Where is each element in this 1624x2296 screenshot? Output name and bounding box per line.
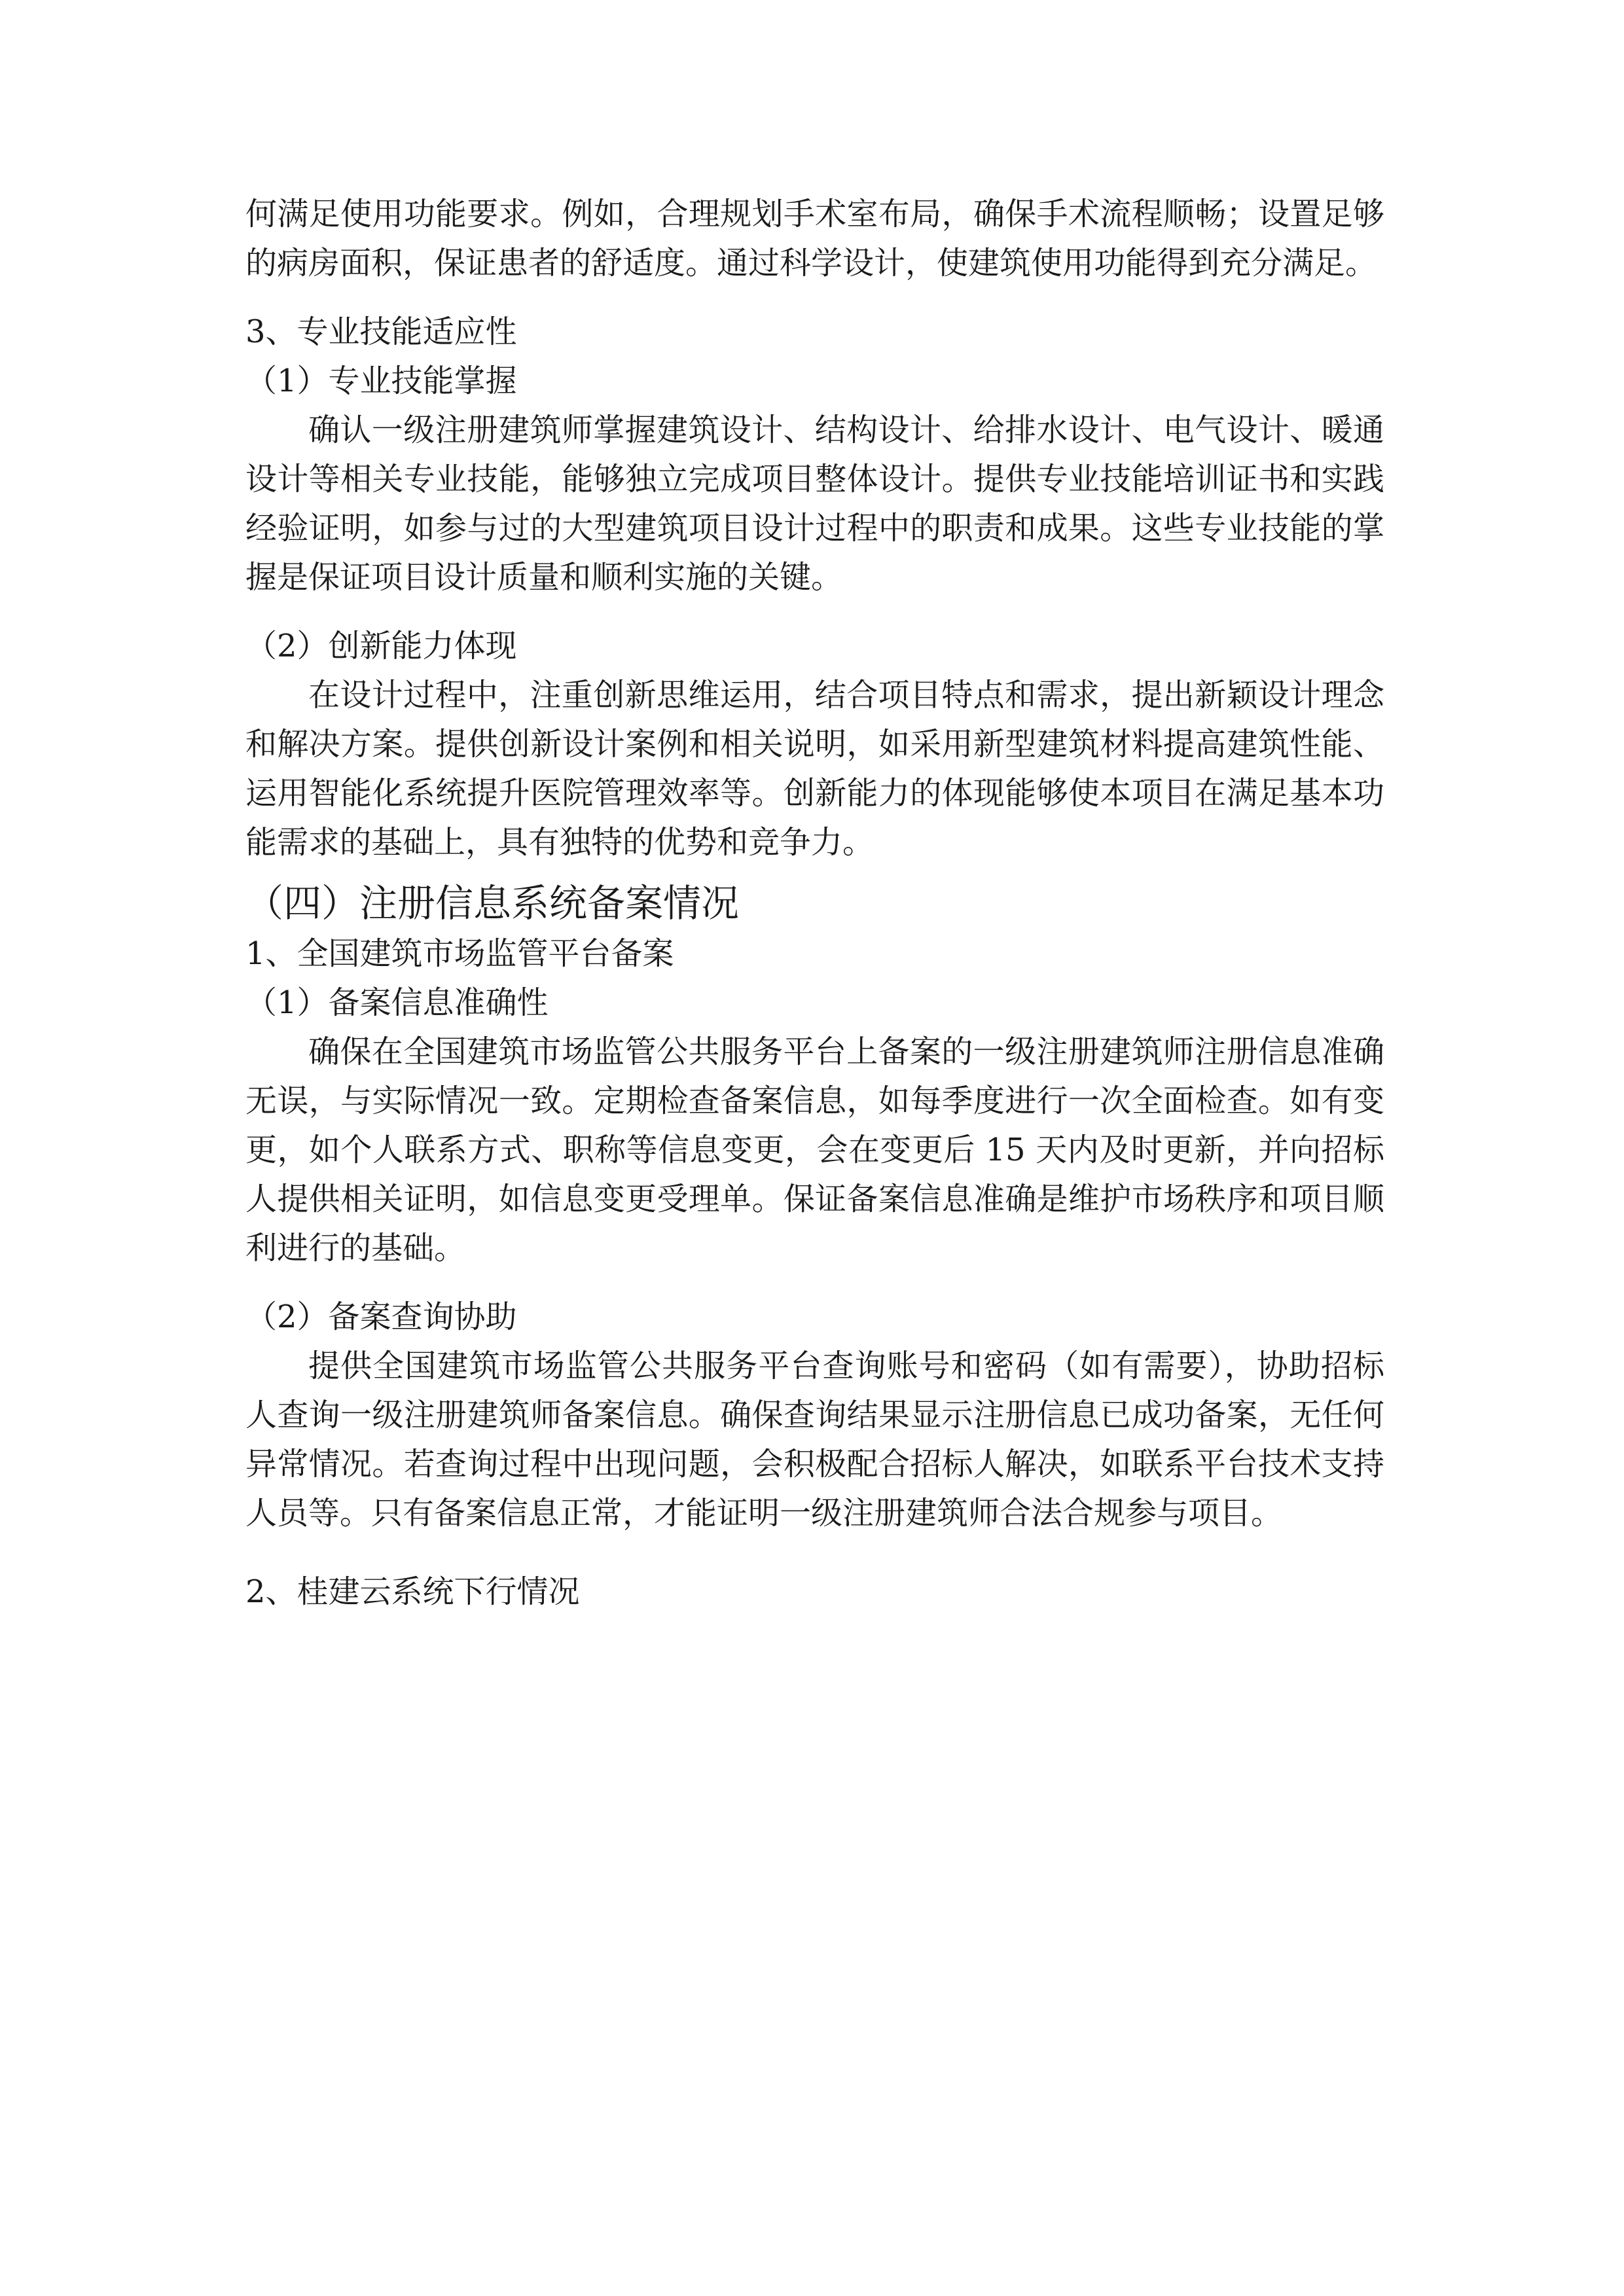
item-3-1-heading: （1）专业技能掌握: [245, 363, 517, 399]
item-4-2-heading: 2、桂建云系统下行情况: [245, 1573, 580, 1610]
item-4-1-2-heading: （2）备案查询协助: [245, 1299, 517, 1335]
section-4-heading: （四）注册信息系统备案情况: [245, 881, 740, 925]
item-3-heading: 3、专业技能适应性: [245, 314, 517, 350]
item-3-2-heading: （2）创新能力体现: [245, 628, 517, 664]
item-3-2-body: 在设计过程中，注重创新思维运用，结合项目特点和需求，提出新颖设计理念和解决方案。提供创新设计案例和相关说明，如采用新型建筑材料提高建筑性能、运用智能化系统提升医院管理效率等。创新能力的体现能够使本项目在满足基本功能需求的基础上，具有独特的优势和竞争力。: [245, 677, 1384, 861]
item-4-1-2-body: 提供全国建筑市场监管公共服务平台查询账号和密码（如有需要），协助招标人查询一级注册建筑师备案信息。确保查询结果显示注册信息已成功备案，无任何异常情况。若查询过程中出现问题，会积极配合招标人解决，如联系平台技术支持人员等。只有备案信息正常，才能证明一级注册建筑师合法合规参与项目。: [245, 1348, 1384, 1532]
item-4-1-heading: 1、全国建筑市场监管平台备案: [245, 935, 674, 972]
item-3-1-body: 确认一级注册建筑师掌握建筑设计、结构设计、给排水设计、电气设计、暖通设计等相关专业技能，能够独立完成项目整体设计。提供专业技能培训证书和实践经验证明，如参与过的大型建筑项目设计过程中的职责和成果。这些专业技能的掌握是保证项目设计质量和顺利实施的关键。: [245, 412, 1384, 596]
page-content: [245, 190, 1384, 1617]
item-4-1-1-heading: （1）备案信息准确性: [245, 984, 549, 1021]
item-4-1-1-body: 确保在全国建筑市场监管公共服务平台上备案的一级注册建筑师注册信息准确无误，与实际情况一致。定期检查备案信息，如每季度进行一次全面检查。如有变更，如个人联系方式、职称等信息变更，会在变更后 15 天内及时更新，并向招标人提供相关证明，如信息变更受理单。保证备案信息准确是维护市场秩序和项目顺利进行的基础。: [245, 1033, 1384, 1266]
continuation-paragraph: 何满足使用功能要求。例如，合理规划手术室布局，确保手术流程顺畅；设置足够的病房面积，保证患者的舒适度。通过科学设计，使建筑使用功能得到充分满足。: [245, 196, 1384, 281]
